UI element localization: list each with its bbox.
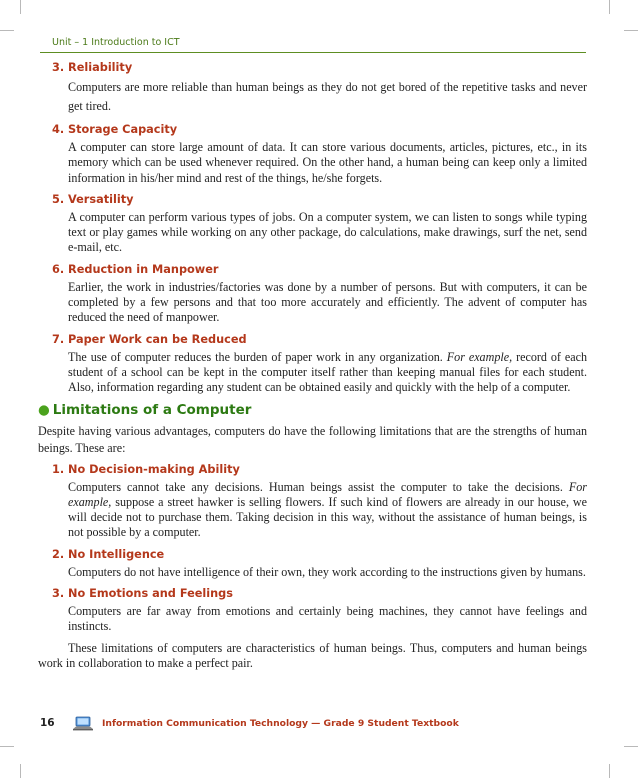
section-paper-work [52, 332, 587, 396]
section-number: 1. [52, 462, 65, 476]
section-body: Computers do not have intelligence of their own, they work according to the instructions given by humans. [68, 564, 586, 579]
crop-mark [20, 764, 21, 778]
section-number: 6. [52, 262, 65, 276]
crop-mark [624, 30, 638, 31]
example-emphasis: For example, [446, 349, 513, 364]
crop-mark [0, 30, 14, 31]
section-title [52, 462, 587, 477]
section-title [52, 262, 587, 277]
section-body: Earlier, the work in industries/factories was done by a number of persons. But with computers, it can be completed by a few persons and that too more accurately and efficiently. The advent of computer has reduced the need of manpower. [68, 279, 587, 325]
section-no-emotions [52, 586, 587, 635]
section-body [52, 350, 587, 396]
crop-mark [609, 0, 610, 14]
section-reduction-in-manpower [52, 262, 587, 326]
body-text: The use of computer reduces the burden of paper work in any organization. [68, 349, 443, 364]
section-body [52, 480, 587, 541]
section-body: A computer can perform various types of jobs. On a computer system, we can listen to songs while typing text or play games while working on any other package, do calculations, make drawings, surf the net, send e-mail, etc. [68, 209, 587, 255]
crop-mark [20, 0, 21, 14]
book-title: Information Communication Technology — Grade 9 Student Textbook [102, 717, 459, 729]
section-no-decision-making [52, 462, 587, 541]
section-number: 3. [52, 61, 65, 74]
section-body: A computer can store large amount of data. It can store various documents, articles, pictures, etc., in its memory which can be used whenever required. On the other hand, a human being can keep only a limited information in his/her mind and rest of the things, he/she forgets. [68, 140, 587, 185]
running-header: Unit – 1 Introduction to ICT [52, 37, 180, 48]
section-title [52, 332, 587, 347]
body-text: suppose a street hawker is selling flowers. If such kind of flowers are already in our house, we will decide not to purchase them. Taking decision in this way, without the assistance of human beings, is not possible by a computer. [68, 494, 588, 540]
crop-mark [609, 764, 610, 778]
limitations-heading [38, 402, 587, 419]
section-title-text: Paper Work can be Reduced [68, 332, 247, 346]
limitations-heading-text: Limitations of a Computer [52, 401, 252, 418]
section-title-text: Versatility [68, 192, 134, 206]
section-title-text: Reliability [68, 61, 133, 74]
section-number: 3. [52, 587, 65, 601]
section-title [52, 547, 587, 562]
section-title-text: No Intelligence [68, 547, 165, 561]
section-title-text: No Emotions and Feelings [68, 587, 233, 601]
section-title [52, 192, 587, 207]
section-title [52, 60, 587, 75]
section-title-text: No Decision-making Ability [68, 462, 240, 476]
crop-mark [0, 746, 14, 747]
section-versatility [52, 192, 587, 256]
body-text: record of each student of a school can be kept in the computer itself rather than keeping manual files for each student. Also, information regarding any student can be obtained easily and quickly with the help of a computer. [68, 349, 587, 395]
section-title-text: Storage Capacity [68, 123, 178, 136]
example-emphasis: For example, [68, 479, 587, 509]
page-number: 16 [40, 717, 55, 729]
laptop-icon [72, 716, 94, 731]
section-reliability [52, 60, 587, 116]
section-title-text: Reduction in Manpower [68, 262, 219, 276]
page-content [38, 60, 588, 671]
closing-paragraph: These limitations of computers are characteristics of human beings. Thus, computers and human beings work in collaboration to make a perfect pair. [38, 640, 587, 670]
section-number: 5. [52, 192, 65, 206]
section-no-intelligence [52, 547, 587, 580]
section-storage-capacity [52, 122, 587, 186]
page-footer [40, 715, 600, 731]
header-rule [40, 52, 586, 53]
section-title [52, 586, 587, 601]
section-number: 2. [52, 547, 65, 561]
section-number: 4. [52, 123, 65, 136]
section-body: Computers are far away from emotions and certainly being machines, they cannot have feelings and instincts. [68, 604, 587, 634]
section-title [52, 122, 587, 137]
limitations-intro: Despite having various advantages, computers do have the following limitations that are the strengths of human beings. These are: [38, 423, 587, 455]
crop-mark [624, 746, 638, 747]
section-body: Computers are more reliable than human beings as they do not get bored of the repetitive tasks and never get tired. [68, 80, 587, 113]
section-number: 7. [52, 332, 65, 346]
bullet-icon: ● [38, 401, 50, 418]
body-text: Computers cannot take any decisions. Human beings assist the computer to take the decisions. [68, 479, 563, 494]
